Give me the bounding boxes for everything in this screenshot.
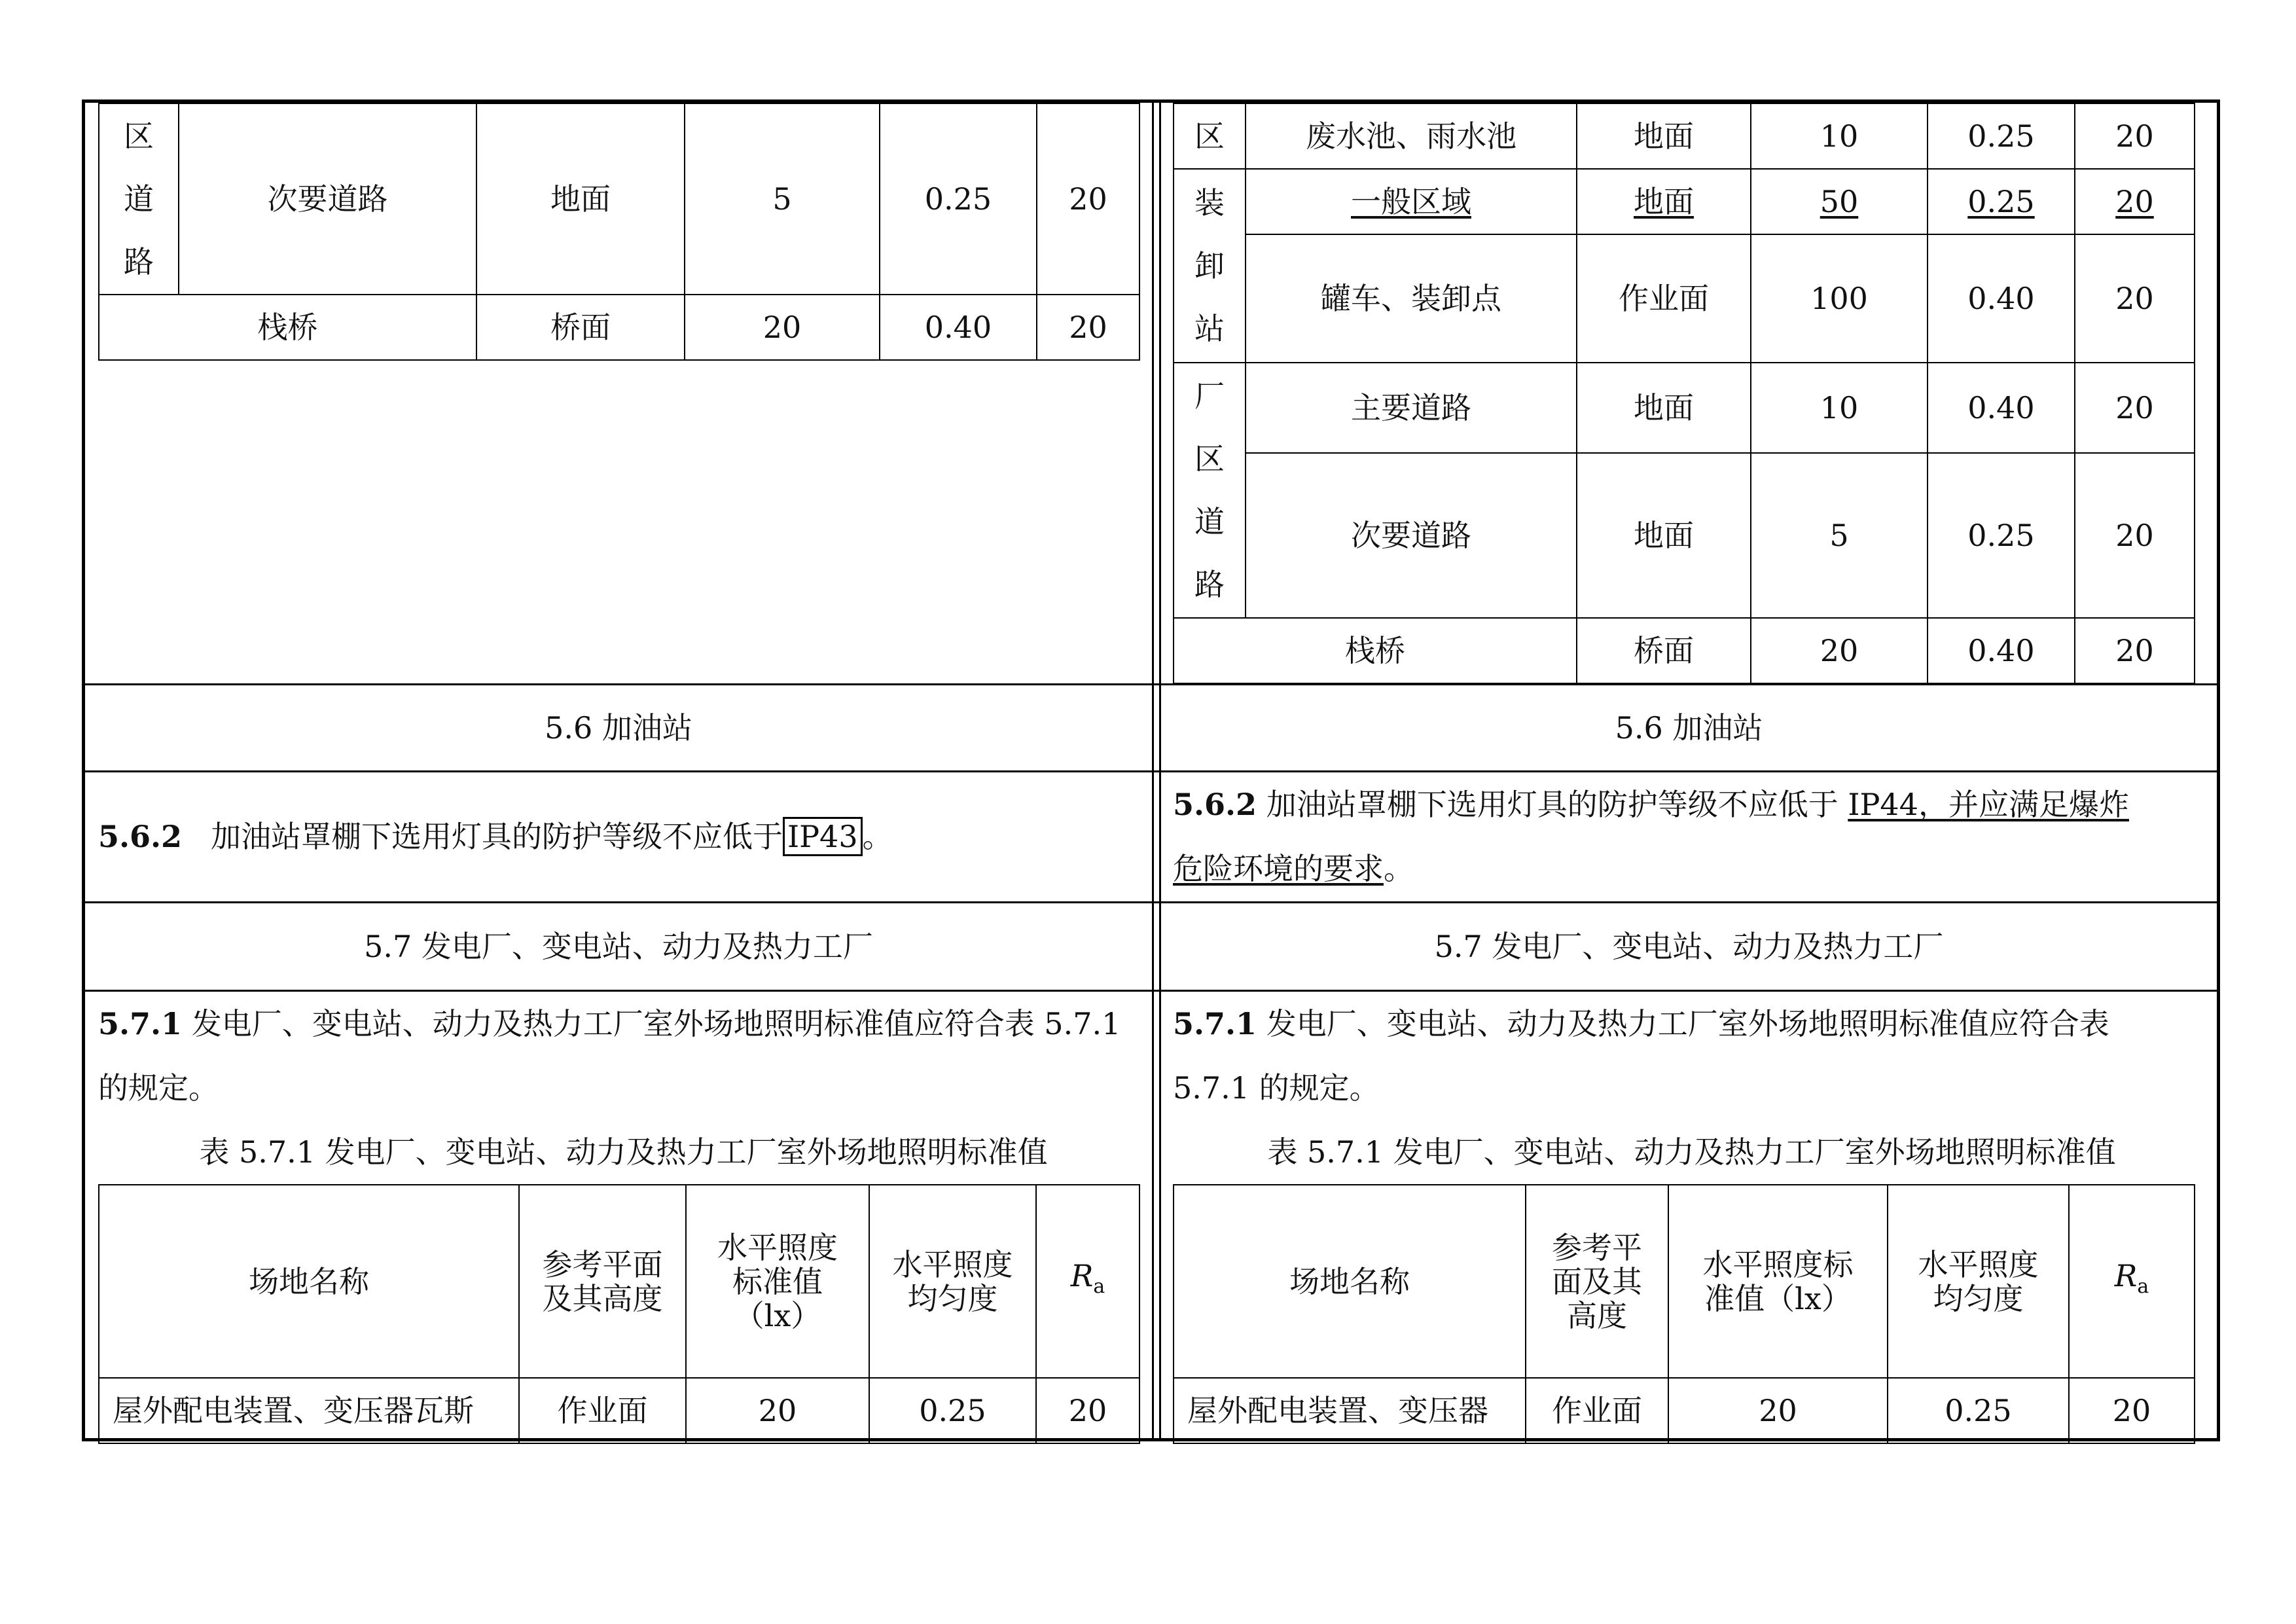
table-cell: 20 bbox=[2075, 618, 2195, 683]
table-cell: 0.40 bbox=[1928, 618, 2075, 683]
header-cell: 场地名称 bbox=[99, 1185, 519, 1378]
table-cell: 20 bbox=[2075, 453, 2195, 618]
table-cell: 5 bbox=[1751, 453, 1928, 618]
table-cell: 20 bbox=[1037, 295, 1139, 360]
section-title-5-6-left: 5.6 加油站 bbox=[545, 710, 692, 746]
table-cell: 20 bbox=[2075, 363, 2195, 453]
clause-5-6-2-right bbox=[1173, 772, 2207, 901]
table-cell: 栈桥 bbox=[1174, 618, 1577, 683]
group-cell: 厂 区 道 路 bbox=[1174, 363, 1246, 618]
document-page bbox=[82, 99, 2220, 1441]
table-cell: 屋外配电装置、变压器 bbox=[1174, 1378, 1526, 1443]
header-cell: 水平照度标准值（lx） bbox=[1668, 1185, 1888, 1378]
table-cell: 20 bbox=[2069, 1378, 2195, 1443]
table-5-7-1-left bbox=[98, 1184, 1140, 1444]
header-cell: 水平照度均匀度 bbox=[1888, 1185, 2069, 1378]
table-cell: 次要道路 bbox=[179, 103, 476, 295]
underlined-text: IP44，并应满足爆炸 bbox=[1848, 787, 2129, 822]
group-cell: 区 bbox=[1174, 103, 1246, 169]
punct: 。 bbox=[1384, 851, 1414, 886]
section-title-5-6-right: 5.6 加油站 bbox=[1615, 710, 1763, 746]
table-cell: 100 bbox=[1751, 234, 1928, 363]
table-cell: 地面 bbox=[476, 103, 685, 295]
header-cell: 参考平面及其高度 bbox=[1526, 1185, 1668, 1378]
clause-5-7-1-right bbox=[1173, 992, 2210, 1184]
table-cell: 废水池、雨水池 bbox=[1246, 103, 1577, 169]
header-cell: 水平照度标准值（lx） bbox=[686, 1185, 869, 1378]
table-cell: 桥面 bbox=[476, 295, 685, 360]
table-cell: 屋外配电装置、变压器瓦斯 bbox=[99, 1378, 519, 1443]
table-cell: 0.40 bbox=[1928, 234, 2075, 363]
boxed-value: IP43 bbox=[783, 817, 863, 856]
table-cell: 桥面 bbox=[1577, 618, 1751, 683]
table-caption: 表 5.7.1 发电厂、变电站、动力及热力工厂室外场地照明标准值 bbox=[1267, 1134, 2116, 1170]
table-cell: 20 bbox=[686, 1378, 869, 1443]
clause-number: 5.7.1 bbox=[1173, 1006, 1257, 1041]
clause-number: 5.7.1 bbox=[98, 1006, 183, 1041]
clause-number: 5.6.2 bbox=[1173, 787, 1257, 822]
table-cell: 罐车、装卸点 bbox=[1246, 234, 1577, 363]
clause-5-6-2-left bbox=[98, 772, 1145, 901]
table-cell: 作业面 bbox=[1526, 1378, 1668, 1443]
table-cell: 20 bbox=[1668, 1378, 1888, 1443]
table-cell: 20 bbox=[2075, 103, 2195, 169]
table-cell: 地面 bbox=[1577, 169, 1751, 234]
clause-text: 加油站罩棚下选用灯具的防护等级不应低于 bbox=[210, 819, 783, 854]
table-cell: 5 bbox=[685, 103, 880, 295]
clause-text: 发电厂、变电站、动力及热力工厂室外场地照明标准值应符合表 bbox=[1266, 1006, 2109, 1041]
table-cell: 10 bbox=[1751, 363, 1928, 453]
header-cell: 水平照度均匀度 bbox=[869, 1185, 1036, 1378]
table-cell: 0.25 bbox=[869, 1378, 1036, 1443]
table-cell: 20 bbox=[2075, 234, 2195, 363]
table-cell: 20 bbox=[1751, 618, 1928, 683]
right-top-table bbox=[1173, 103, 2195, 684]
table-cell: 0.25 bbox=[1928, 169, 2075, 234]
header-cell-ra: $R_a$ bbox=[1036, 1185, 1139, 1378]
table-cell: 0.40 bbox=[1928, 363, 2075, 453]
table-cell: 0.25 bbox=[880, 103, 1037, 295]
punct: 。 bbox=[862, 819, 893, 854]
table-cell: 20 bbox=[685, 295, 880, 360]
table-cell: 50 bbox=[1751, 169, 1928, 234]
table-cell: 地面 bbox=[1577, 453, 1751, 618]
table-cell: 0.25 bbox=[1888, 1378, 2069, 1443]
table-cell: 地面 bbox=[1577, 363, 1751, 453]
table-cell: 作业面 bbox=[1577, 234, 1751, 363]
table-cell: 主要道路 bbox=[1246, 363, 1577, 453]
header-cell: 参考平面及其高度 bbox=[519, 1185, 686, 1378]
clause-number: 5.6.2 bbox=[98, 819, 183, 854]
clause-text: 的规定。 bbox=[98, 1070, 219, 1106]
table-cell: 0.25 bbox=[1928, 103, 2075, 169]
header-cell: 场地名称 bbox=[1174, 1185, 1526, 1378]
clause-5-7-1-left bbox=[98, 992, 1149, 1184]
table-cell: 栈桥 bbox=[99, 295, 476, 360]
header-cell-ra: $R_a$ bbox=[2069, 1185, 2195, 1378]
table-cell: 20 bbox=[1037, 103, 1139, 295]
table-cell: 作业面 bbox=[519, 1378, 686, 1443]
table-cell: 一般区域 bbox=[1246, 169, 1577, 234]
table-5-7-1-right bbox=[1173, 1184, 2195, 1444]
table-cell: 20 bbox=[1036, 1378, 1139, 1443]
clause-text: 5.7.1 的规定。 bbox=[1173, 1070, 1380, 1106]
section-title-5-7-left: 5.7 发电厂、变电站、动力及热力工厂 bbox=[364, 929, 873, 964]
table-caption: 表 5.7.1 发电厂、变电站、动力及热力工厂室外场地照明标准值 bbox=[199, 1134, 1048, 1170]
underlined-text: 危险环境的要求 bbox=[1173, 851, 1384, 886]
table-cell: 10 bbox=[1751, 103, 1928, 169]
group-cell: 装 卸 站 bbox=[1174, 169, 1246, 363]
table-cell: 0.25 bbox=[1928, 453, 2075, 618]
left-top-table bbox=[98, 103, 1140, 361]
table-cell: 20 bbox=[2075, 169, 2195, 234]
clause-text: 加油站罩棚下选用灯具的防护等级不应低于 bbox=[1266, 787, 1839, 822]
table-cell: 次要道路 bbox=[1246, 453, 1577, 618]
group-cell: 区 道 路 bbox=[99, 103, 179, 295]
table-cell: 地面 bbox=[1577, 103, 1751, 169]
clause-text: 发电厂、变电站、动力及热力工厂室外场地照明标准值应符合表 5.7.1 bbox=[191, 1006, 1121, 1041]
section-title-5-7-right: 5.7 发电厂、变电站、动力及热力工厂 bbox=[1434, 929, 1944, 964]
table-cell: 0.40 bbox=[880, 295, 1037, 360]
